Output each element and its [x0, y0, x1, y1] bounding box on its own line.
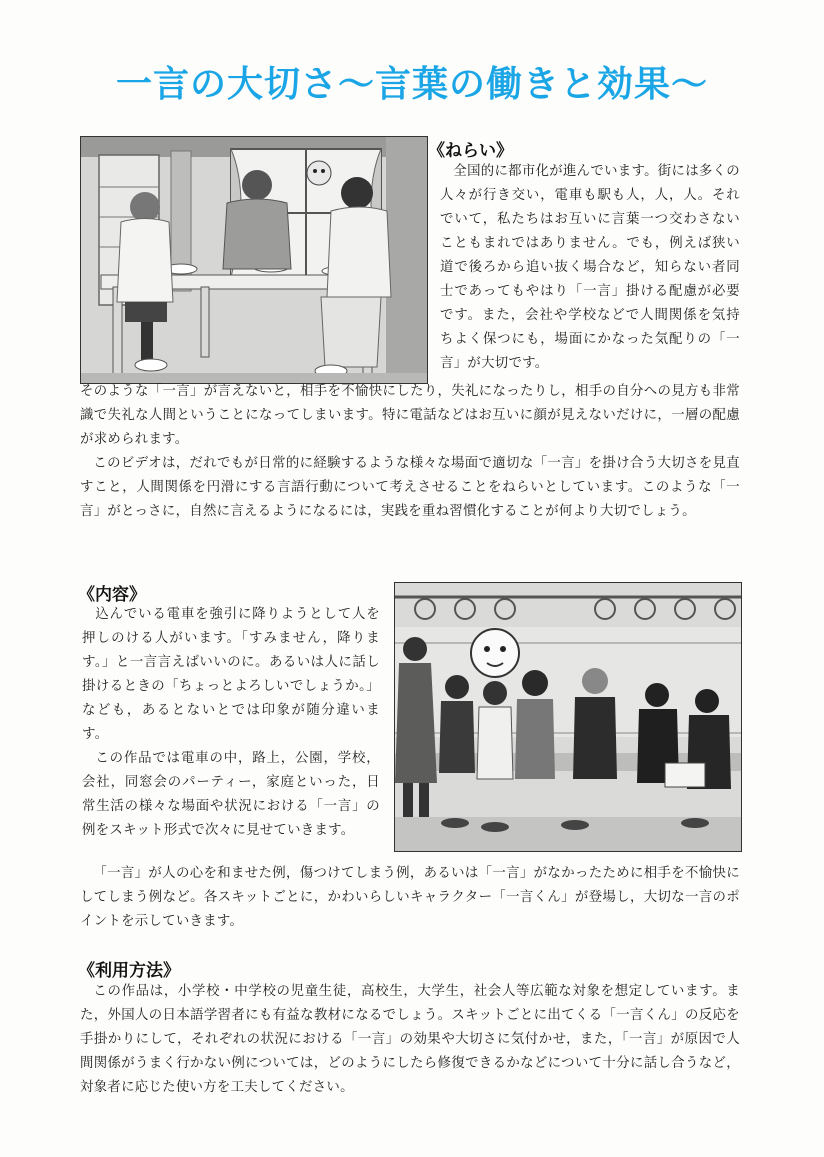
dining-scene-image	[81, 137, 427, 383]
train-scene-photo	[394, 582, 742, 852]
page-title: 一言の大切さ～言葉の働きと効果～	[115, 64, 708, 105]
content-heading: 《内容》	[78, 585, 146, 605]
content-paragraph-3: 「一言」が人の心を和ませた例，傷つけてしまう例，あるいは「一言」がなかったために相手を不愉快にしてしまう例など。各スキットごとに，かわいらしいキャラクター「一言くん」が登場し，大切な一言のポイントを示していきます。	[80, 866, 740, 929]
aim-paragraph-1-continued: そのような「一言」が言えないと，相手を不愉快にしたり，失礼になったりし，相手の自分への見方も非常識で失礼な人間ということになってしまいます。特に電話などはお互いに顔が見えないだけに，一層の配慮が求められます。	[80, 384, 740, 447]
usage-heading: 《利用方法》	[78, 961, 180, 981]
content-paragraph-2: この作品では電車の中，路上，公園，学校，会社，同窓会のパーティー，家庭といった，日常生活の様々な場面や状況における「一言」の例をスキット形式で次々に見せていきます。	[82, 751, 380, 838]
usage-paragraph-1: この作品は，小学校・中学校の児童生徒，高校生，大学生，社会人等広範な対象を想定しています。また，外国人の日本語学習者にも有益な教材になるでしょう。スキットごとに出てくる「一言くん」の反応を手掛かりにして，それぞれの状況における「一言」の効果や大切さに気付かせ，また，「一言」が原因で人間関係がうまく行かない例については，どのようにしたら修復できるかなどについて十分に話し合うなど，対象者に応じた使い方を工夫してください。	[80, 984, 740, 1095]
aim-paragraph-2: このビデオは，だれでもが日常的に経験するような様々な場面で適切な「一言」を掛け合う大切さを見直すこと，人間関係を円滑にする言語行動について考えさせることをねらいとしています。このような「一言」がとっさに，自然に言えるようになるには，実践を重ね習慣化することが何より大切でしょう。	[80, 456, 740, 519]
aim-heading: 《ねらい》	[428, 141, 513, 161]
content-paragraph-1: 込んでいる電車を強引に降りようとして人を押しのける人がいます。「すみません，降ります。」と一言言えばいいのに。あるいは人に話し掛けるときの「ちょっとよろしいでしょうか。」なども，あるとないとでは印象が随分違います。	[82, 607, 380, 742]
train-scene-image	[395, 583, 741, 851]
dining-table-photo	[80, 136, 428, 384]
aim-paragraph-1: 全国的に都市化が進んでいます。街には多くの人々が行き交い，電車も駅も人，人，人。それでいて，私たちはお互いに言葉一つ交わさないこともまれではありません。でも，例えば狭い道で後ろから追い抜く場合など，知らない者同士であってもやはり「一言」掛ける配慮が必要です。また，会社や学校などで人間関係を気持ちよく保つにも，場面にかなった気配りの「一言」が大切です。	[440, 164, 740, 371]
